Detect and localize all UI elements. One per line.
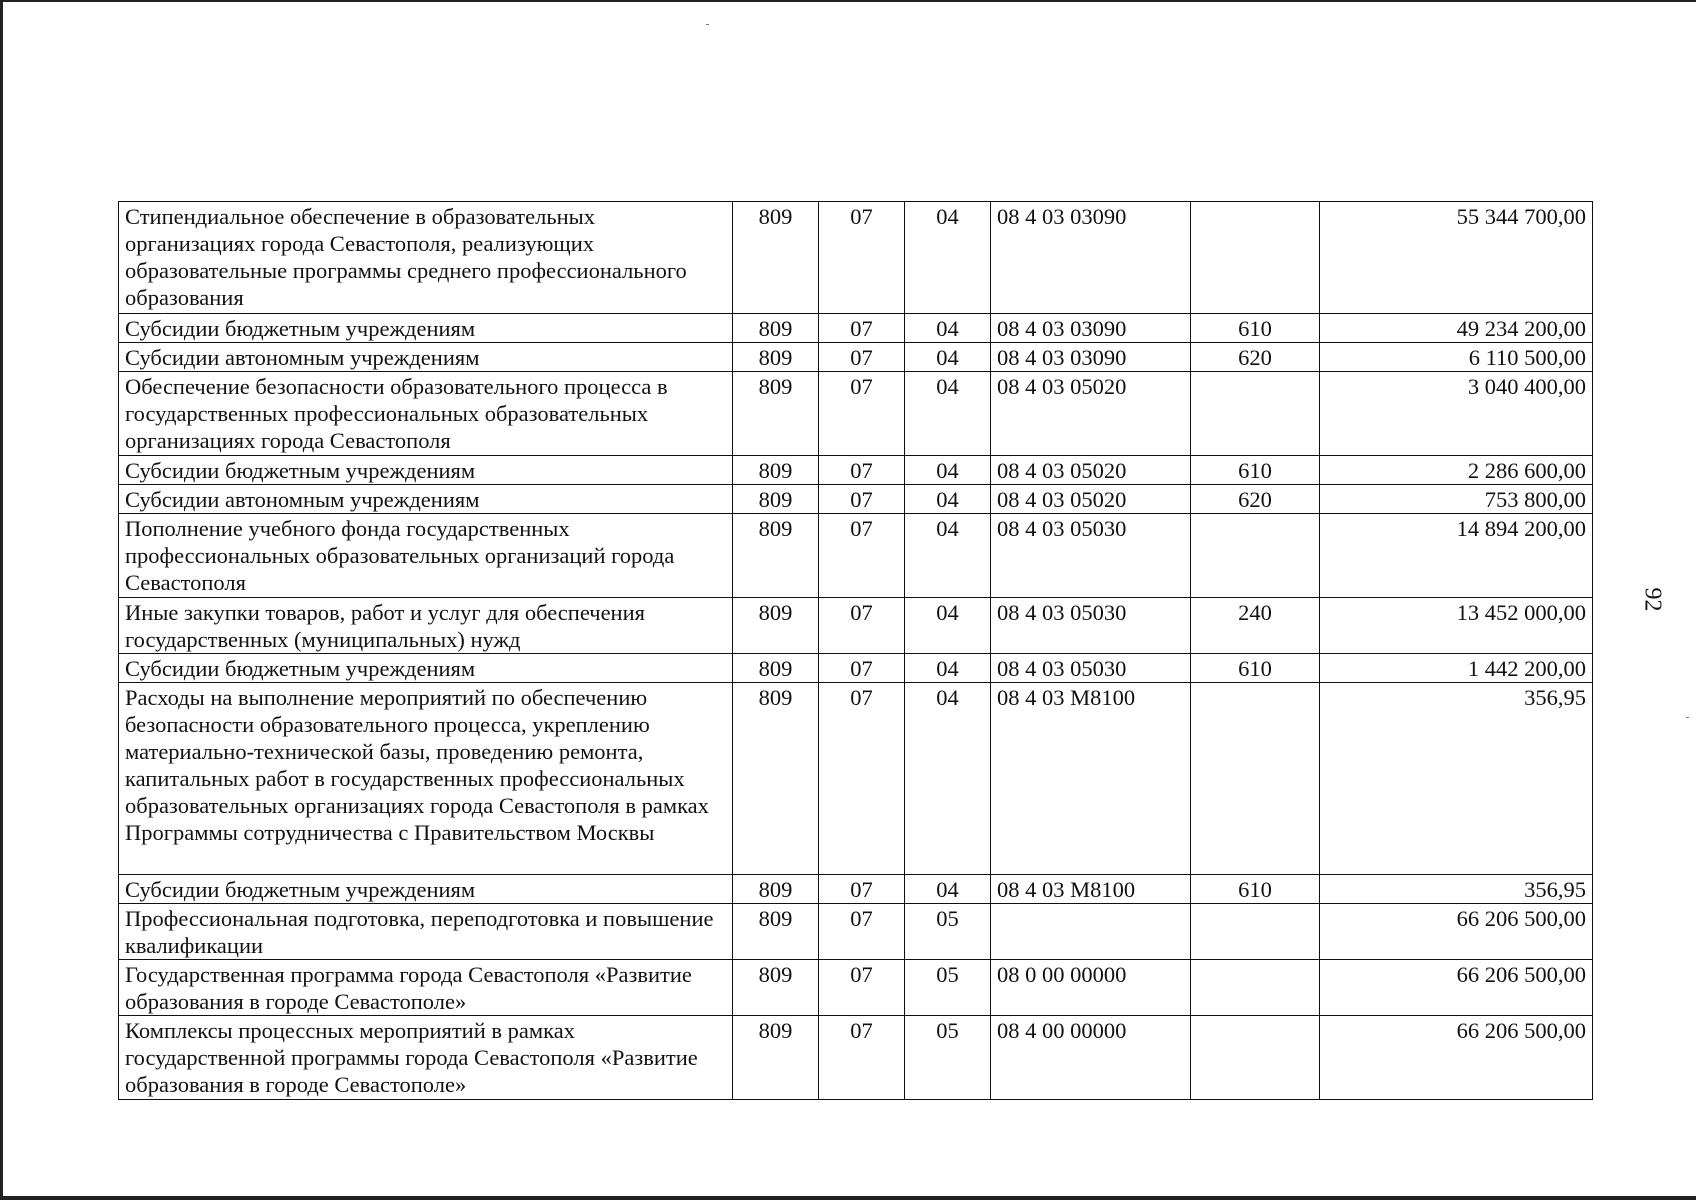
pr-code-cell: 04 [905,654,991,683]
vr-code-cell: 620 [1191,343,1320,372]
row-name-cell: Субсидии бюджетным учреждениям [119,314,733,343]
table-row [119,875,1593,904]
pr-code-cell: 04 [905,202,991,314]
csr-code-cell: 08 4 03 03090 [991,202,1191,314]
vr-code-cell: 620 [1191,485,1320,514]
table-row [119,598,1593,654]
row-name-cell: Профессиональная подготовка, переподготовка и повышение квалификации [119,904,733,960]
vr-code-cell [1191,683,1320,875]
gr-code-cell: 809 [733,1016,819,1100]
rz-code-cell: 07 [819,1016,905,1100]
amount-cell: 6 110 500,00 [1320,343,1593,372]
amount-cell: 2 286 600,00 [1320,456,1593,485]
vr-code-cell: 610 [1191,456,1320,485]
rz-code-cell: 07 [819,343,905,372]
scan-speck [706,24,709,25]
gr-code-cell: 809 [733,904,819,960]
row-name-cell: Иные закупки товаров, работ и услуг для обеспечения государственных (муниципальных) нужд [119,598,733,654]
rz-code-cell: 07 [819,372,905,456]
gr-code-cell: 809 [733,372,819,456]
vr-code-cell [1191,904,1320,960]
row-name-cell: Субсидии автономным учреждениям [119,343,733,372]
amount-cell: 55 344 700,00 [1320,202,1593,314]
table-row [119,683,1593,875]
gr-code-cell: 809 [733,598,819,654]
page-number: 92 [1639,587,1666,612]
csr-code-cell: 08 0 00 00000 [991,960,1191,1016]
vr-code-cell [1191,960,1320,1016]
vr-code-cell [1191,1016,1320,1100]
rz-code-cell: 07 [819,875,905,904]
rz-code-cell: 07 [819,960,905,1016]
row-name-cell: Субсидии бюджетным учреждениям [119,875,733,904]
amount-cell: 13 452 000,00 [1320,598,1593,654]
pr-code-cell: 04 [905,598,991,654]
gr-code-cell: 809 [733,875,819,904]
row-name-cell: Пополнение учебного фонда государственных профессиональных образовательных организаций города Севастополя [119,514,733,598]
pr-code-cell: 05 [905,1016,991,1100]
vr-code-cell [1191,514,1320,598]
row-name-cell: Субсидии бюджетным учреждениям [119,456,733,485]
pr-code-cell: 04 [905,372,991,456]
rz-code-cell: 07 [819,514,905,598]
row-name-cell: Расходы на выполнение мероприятий по обеспечению безопасности образовательного процесса, укреплению материально-технической базы, проведению ремонта, капитальных работ в государственных профессиональных образовательных организациях города Севастополя в рамках Программы сотрудничества с Правительством Москвы [119,683,733,875]
scan-edge-bottom [0,1196,1696,1200]
rz-code-cell: 07 [819,456,905,485]
scan-speck [1686,717,1689,718]
csr-code-cell: 08 4 03 05030 [991,654,1191,683]
table-row [119,314,1593,343]
table-row [119,654,1593,683]
csr-code-cell: 08 4 03 05020 [991,485,1191,514]
pr-code-cell: 04 [905,875,991,904]
rz-code-cell: 07 [819,654,905,683]
row-name-cell: Государственная программа города Севастополя «Развитие образования в городе Севастополе» [119,960,733,1016]
row-name-cell: Комплексы процессных мероприятий в рамках государственной программы города Севастополя «Развитие образования в городе Севастополе» [119,1016,733,1100]
csr-code-cell: 08 4 00 00000 [991,1016,1191,1100]
rz-code-cell: 07 [819,314,905,343]
amount-cell: 66 206 500,00 [1320,960,1593,1016]
vr-code-cell: 610 [1191,654,1320,683]
gr-code-cell: 809 [733,654,819,683]
gr-code-cell: 809 [733,343,819,372]
csr-code-cell: 08 4 03 03090 [991,343,1191,372]
csr-code-cell: 08 4 03 M8100 [991,683,1191,875]
vr-code-cell: 610 [1191,314,1320,343]
rz-code-cell: 07 [819,904,905,960]
pr-code-cell: 05 [905,904,991,960]
vr-code-cell: 610 [1191,875,1320,904]
gr-code-cell: 809 [733,514,819,598]
vr-code-cell: 240 [1191,598,1320,654]
pr-code-cell: 04 [905,343,991,372]
csr-code-cell: 08 4 03 05030 [991,514,1191,598]
rz-code-cell: 07 [819,485,905,514]
gr-code-cell: 809 [733,485,819,514]
row-name-cell: Субсидии автономным учреждениям [119,485,733,514]
rz-code-cell: 07 [819,683,905,875]
table-row [119,1016,1593,1100]
table-row [119,372,1593,456]
row-name-cell: Обеспечение безопасности образовательного процесса в государственных профессиональных образовательных организациях города Севастополя [119,372,733,456]
amount-cell: 753 800,00 [1320,485,1593,514]
csr-code-cell: 08 4 03 05030 [991,598,1191,654]
pr-code-cell: 04 [905,485,991,514]
amount-cell: 356,95 [1320,683,1593,875]
table-row [119,960,1593,1016]
scan-edge-top [0,0,1696,2]
csr-code-cell: 08 4 03 05020 [991,456,1191,485]
scan-edge-left [0,0,3,1200]
amount-cell: 3 040 400,00 [1320,372,1593,456]
gr-code-cell: 809 [733,202,819,314]
amount-cell: 1 442 200,00 [1320,654,1593,683]
rz-code-cell: 07 [819,202,905,314]
gr-code-cell: 809 [733,683,819,875]
vr-code-cell [1191,202,1320,314]
gr-code-cell: 809 [733,960,819,1016]
amount-cell: 66 206 500,00 [1320,904,1593,960]
row-name-cell: Субсидии бюджетным учреждениям [119,654,733,683]
table-row [119,514,1593,598]
csr-code-cell [991,904,1191,960]
table-row [119,456,1593,485]
table-row [119,485,1593,514]
table-row [119,904,1593,960]
vr-code-cell [1191,372,1320,456]
csr-code-cell: 08 4 03 M8100 [991,875,1191,904]
pr-code-cell: 04 [905,683,991,875]
table-row [119,202,1593,314]
pr-code-cell: 04 [905,456,991,485]
amount-cell: 14 894 200,00 [1320,514,1593,598]
amount-cell: 49 234 200,00 [1320,314,1593,343]
row-name-cell: Стипендиальное обеспечение в образовательных организациях города Севастополя, реализующих образовательные программы среднего профессионального образования [119,202,733,314]
csr-code-cell: 08 4 03 03090 [991,314,1191,343]
pr-code-cell: 05 [905,960,991,1016]
rz-code-cell: 07 [819,598,905,654]
amount-cell: 356,95 [1320,875,1593,904]
amount-cell: 66 206 500,00 [1320,1016,1593,1100]
csr-code-cell: 08 4 03 05020 [991,372,1191,456]
pr-code-cell: 04 [905,514,991,598]
pr-code-cell: 04 [905,314,991,343]
gr-code-cell: 809 [733,456,819,485]
budget-table [118,201,1593,1100]
gr-code-cell: 809 [733,314,819,343]
table-row [119,343,1593,372]
